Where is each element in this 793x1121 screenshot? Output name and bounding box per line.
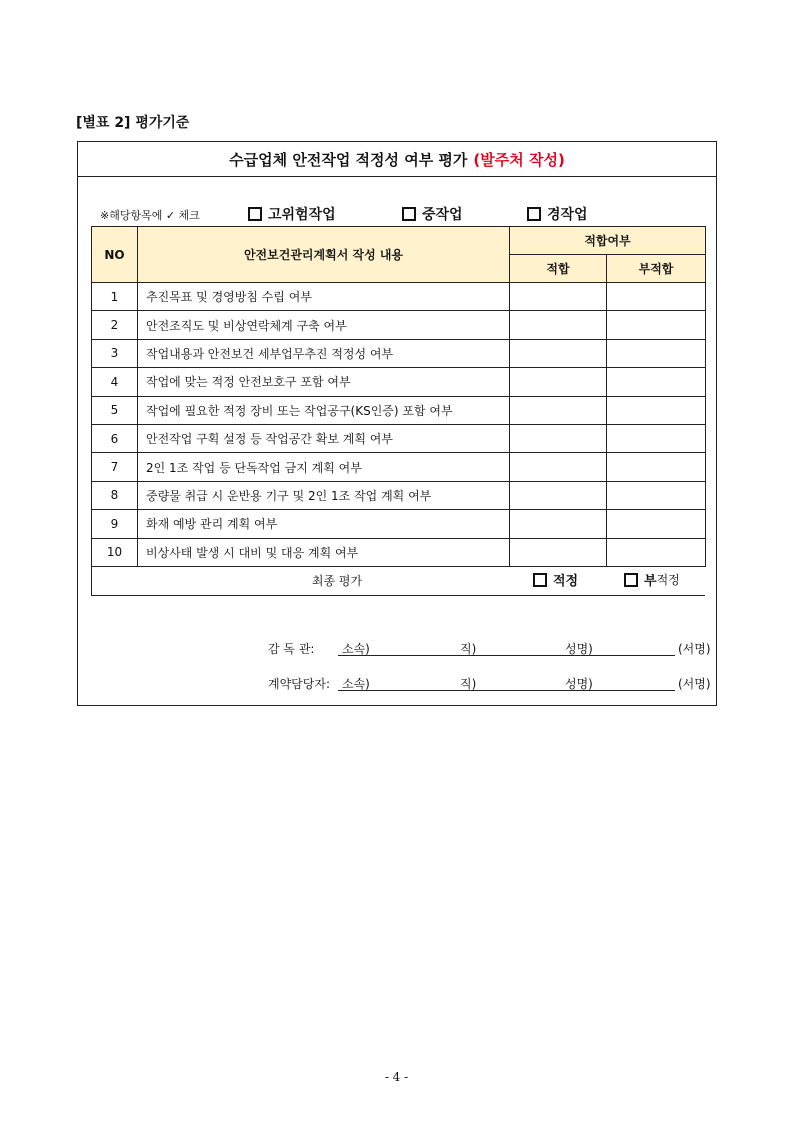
table-row [92,396,706,424]
row-content: 안전작업 구획 설정 등 작업공간 확보 계획 여부 [138,424,510,452]
check-note: ※해당항목에 ✓ 체크 [100,209,200,222]
row-number: 9 [92,510,138,538]
header-unfit: 부적합 [607,255,706,283]
unfit-cell[interactable] [607,481,706,509]
fit-cell[interactable] [510,538,607,566]
signature-sign: (서명) [678,677,711,691]
row-content: 안전조직도 및 비상연락체계 구축 여부 [138,311,510,339]
row-content: 작업내용과 안전보건 세부업무추진 적정성 여부 [138,339,510,367]
evaluation-table [91,226,706,567]
work-type-label: 경작업 [547,207,588,223]
page-number: - 4 - [384,1070,409,1084]
unfit-cell[interactable] [607,283,706,311]
work-type-label: 고위험작업 [268,207,336,223]
form-title [78,142,716,177]
table-row [92,283,706,311]
checkbox-icon[interactable] [533,573,547,587]
table-row [92,311,706,339]
unfit-cell[interactable] [607,538,706,566]
work-type-row [100,204,700,224]
final-evaluation-row [91,564,705,596]
row-number: 6 [92,424,138,452]
row-number: 4 [92,368,138,396]
final-unfit-label-bold: 부 [644,574,657,589]
signature-role: 계약담당자: [268,677,331,691]
row-number: 8 [92,481,138,509]
row-content: 중량물 취급 시 운반용 기구 및 2인 1조 작업 계획 여부 [138,481,510,509]
unfit-cell[interactable] [607,510,706,538]
table-row [92,339,706,367]
fit-cell[interactable] [510,424,607,452]
signature-line [338,690,675,691]
final-fit-option[interactable] [533,570,578,589]
table-row [92,424,706,452]
fit-cell[interactable] [510,396,607,424]
form-title-note: (발주처 작성) [473,150,565,169]
signature-role: 감 독 관: [268,642,315,656]
unfit-cell[interactable] [607,339,706,367]
header-fit: 적합 [510,255,607,283]
unfit-cell[interactable] [607,368,706,396]
form-title-text: 수급업체 안전작업 적정성 여부 평가 [229,150,468,169]
unfit-cell[interactable] [607,396,706,424]
header-fit-group: 적합여부 [510,227,706,255]
work-type-label: 중작업 [422,207,463,223]
row-content: 추진목표 및 경영방침 수립 여부 [138,283,510,311]
row-number: 2 [92,311,138,339]
fit-cell[interactable] [510,311,607,339]
signature-affiliation: 소속) [342,677,370,691]
row-content: 2인 1조 작업 등 단독작업 금지 계획 여부 [138,453,510,481]
row-number: 7 [92,453,138,481]
table-row [92,368,706,396]
signature-name: 성명) [565,642,593,656]
fit-cell[interactable] [510,339,607,367]
row-content: 작업에 맞는 적정 안전보호구 포함 여부 [138,368,510,396]
appendix-label: [별표 2] 평가기준 [76,115,190,131]
row-content: 화재 예방 관리 계획 여부 [138,510,510,538]
checkbox-icon[interactable] [402,207,416,221]
checkbox-icon[interactable] [527,207,541,221]
final-evaluation-label: 최종 평가 [311,574,363,588]
work-type-high-risk[interactable] [248,204,336,224]
final-fit-label: 적정 [553,574,579,589]
row-number: 5 [92,396,138,424]
table-row [92,481,706,509]
signature-name: 성명) [565,677,593,691]
row-number: 10 [92,538,138,566]
row-content: 비상사태 발생 시 대비 및 대응 계획 여부 [138,538,510,566]
final-unfit-option[interactable] [624,570,680,589]
table-row [92,453,706,481]
fit-cell[interactable] [510,481,607,509]
signature-affiliation: 소속) [342,642,370,656]
work-type-medium[interactable] [402,204,463,224]
work-type-light[interactable] [527,204,588,224]
unfit-cell[interactable] [607,453,706,481]
row-number: 1 [92,283,138,311]
checkbox-icon[interactable] [624,573,638,587]
signature-position: 직) [460,677,477,691]
header-content: 안전보건관리계획서 작성 내용 [138,227,510,283]
signature-position: 직) [460,642,477,656]
evaluation-form [77,141,717,706]
final-unfit-label: 적정 [656,573,680,587]
fit-cell[interactable] [510,283,607,311]
unfit-cell[interactable] [607,424,706,452]
fit-cell[interactable] [510,510,607,538]
unfit-cell[interactable] [607,311,706,339]
fit-cell[interactable] [510,453,607,481]
header-no: NO [92,227,138,283]
signature-sign: (서명) [678,642,711,656]
row-number: 3 [92,339,138,367]
signature-line [338,655,675,656]
fit-cell[interactable] [510,368,607,396]
table-row [92,538,706,566]
table-row [92,510,706,538]
checkbox-icon[interactable] [248,207,262,221]
row-content: 작업에 필요한 적정 장비 또는 작업공구(KS인증) 포함 여부 [138,396,510,424]
